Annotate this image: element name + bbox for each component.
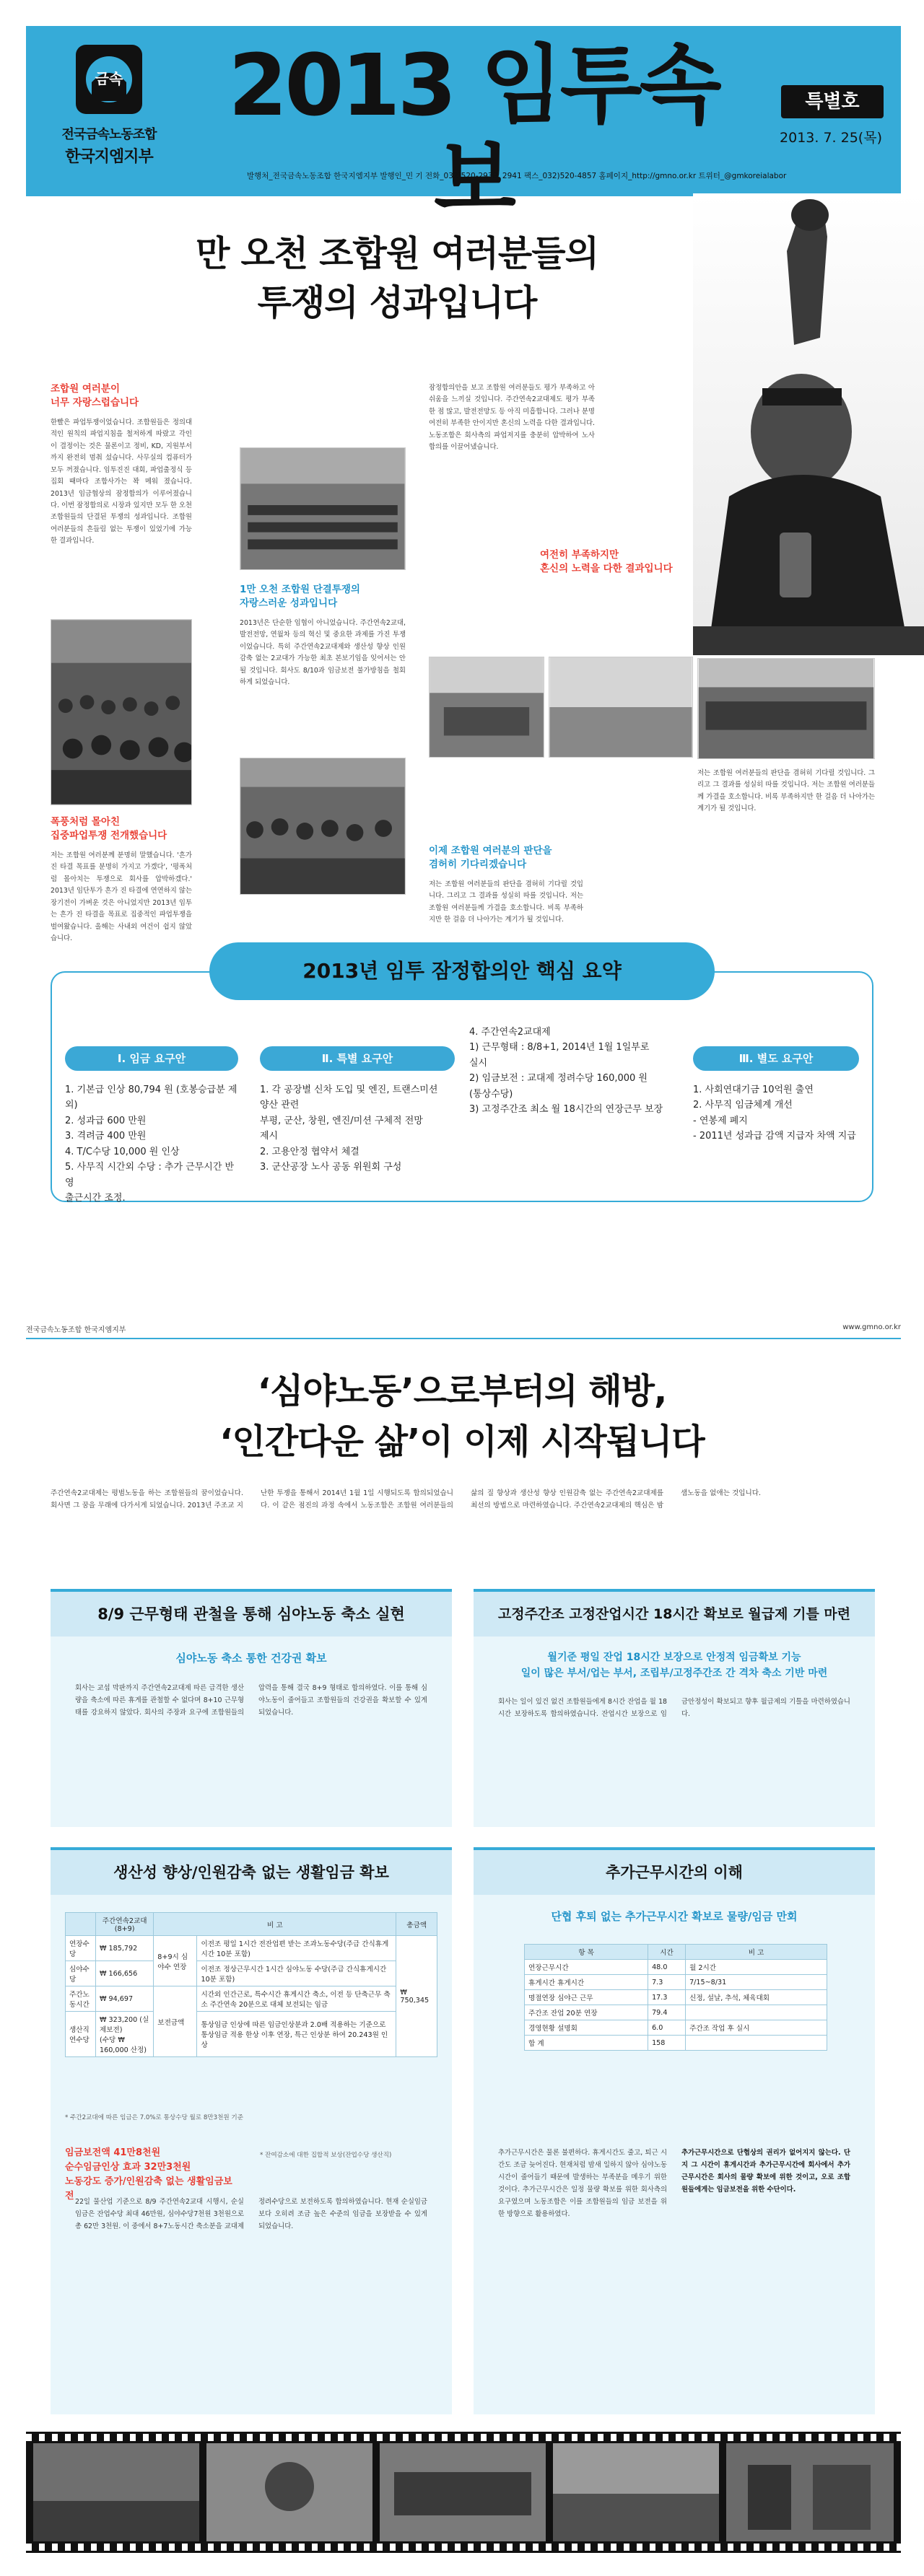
table-header: 시간 <box>648 1945 686 1960</box>
table-cell: 시간외 인간근로, 특수시간 휴게시간 축소, 이전 등 단축근무 축소 주간연속 20분으로 대체 보전되는 임금 <box>197 1986 396 2012</box>
page1-headline <box>87 229 707 327</box>
table-cell: 명절연장 심야근 근무 <box>525 1990 648 2005</box>
issue-date: 2013. 7. 25(목) <box>780 130 882 146</box>
section-text: 2013년은 단순한 임협이 아니었습니다. 주간연속2교대, 발전전망, 연월차 등의 혁신 및 중요한 과제를 가진 투쟁이었습니다. 특히 주간연속2교대제와 생산성 향상 인원감축 없는 2교대가 가능한 최초 본보기임을 잊어서는 안 될 것입니다. 회사도 8/10과 임금보전 불가방침을 철회하게 되었습니다. <box>240 618 406 687</box>
film-frame-photo <box>380 2443 546 2541</box>
box-note: * 잔여감소에 대한 집합적 보상(잔업수당 생산직) <box>260 2152 392 2159</box>
table-cell: 158 <box>648 2036 686 2051</box>
table-cell: 6.0 <box>648 2020 686 2036</box>
box-title: 고정주간조 고정잔업시간 18시간 확보로 월급제 기틀 마련 <box>474 1592 875 1637</box>
table-cell: 7/15~8/31 <box>686 1975 827 1990</box>
list-item: 3. 격려금 400 만원 <box>65 1131 147 1142</box>
box-fixed-overtime <box>474 1589 875 1827</box>
section-heading: 폭풍처럼 몰아친 집중파업투쟁 전개했습니다 <box>51 816 167 841</box>
section-heading: 여전히 부족하지만 혼신의 노력을 다한 결과입니다 <box>540 549 673 574</box>
table-row <box>66 2012 437 2057</box>
box-title: 8/9 근무형태 관철을 통해 심야노동 축소 실현 <box>51 1592 452 1637</box>
page2-headline <box>87 1367 837 1467</box>
table-header: 주간연속2교대(8+9) <box>96 1913 154 1936</box>
table-row <box>525 1990 827 2005</box>
list-item: 4. T/C수당 10,000 원 인상 <box>65 1146 180 1157</box>
page2-header-url: www.gmno.or.kr <box>842 1323 901 1331</box>
table-cell: 8+9시 심야수 연장 <box>154 1936 197 1986</box>
table-header <box>66 1913 96 1936</box>
fist-logo-icon <box>66 39 152 120</box>
box-emphasis: 추가근무시간으로 단협상의 권리가 없어지지 않는다. 단지 그 시간이 휴게시간과 추가근무시간에 회사에서 추가근무시간은 회사의 물량 확보에 위한 것이고, 오로 조합원들에게는 임금보전을 위한 수단이다. <box>681 2149 850 2194</box>
table-cell: 주간노동시간 <box>66 1986 96 2012</box>
summary-list <box>65 1082 238 1206</box>
box-body: 회사는 교섭 막판까지 주간연속2교대제 따른 급격한 생산량을 축소에 따른 휴게를 관철할 수 없다며 8+10 근무형태를 강요하지 않았다. 회사의 주장과 요구에 조합원들의 압력을 통해 결국 8+9 형태로 합의하였다. 이를 통해 심야노동이 줄어들고 조합원들의 건강권을 확보할 수 있게 되었습니다. <box>75 1684 427 1717</box>
film-frame-photo <box>726 2443 894 2541</box>
table-cell: 합 계 <box>525 2036 648 2051</box>
section-heading: 이제 조합원 여러분의 판단을 겸허히 기다리겠습니다 <box>429 845 552 870</box>
table-cell: 7.3 <box>648 1975 686 1990</box>
table-cell: 경영현황 설명회 <box>525 2020 648 2036</box>
section-heading: 조합원 여러분이 너무 자랑스럽습니다 <box>51 383 139 408</box>
svg-text:금속: 금속 <box>95 70 123 87</box>
box-body: 회사는 일이 있건 없건 조합원들에게 8시간 잔업을 월 18시간 보장하도록 합의하였습니다. 잔업시간 보장으로 임금안정성이 확보되고 향후 월급제의 기틀을 마련하였습니다. <box>498 1697 850 1718</box>
masthead <box>26 26 901 229</box>
film-holes-bottom <box>26 2544 901 2551</box>
headline-line2: ‘인간다운 삶’이 이제 시작됩니다 <box>219 1421 705 1462</box>
article-col-4 <box>697 768 875 820</box>
box-extra-hours <box>474 1847 875 2414</box>
table-cell: 48.0 <box>648 1960 686 1975</box>
list-item: 부평, 군산, 창원, 엔진/미션 구체적 전망 <box>260 1115 423 1126</box>
table-footnote: * 주간2교대에 따른 임금은 7.0%로 통상수당 월로 8만3천원 기준 <box>65 2114 244 2121</box>
photo-rally-crowd <box>240 758 406 895</box>
list-item: 2. 고용안정 협약서 체결 <box>260 1146 359 1157</box>
table-total: ₩ 750,345 <box>396 1936 437 2057</box>
list-item: 1. 각 공장별 신차 도입 및 엔진, 트랜스미션 <box>260 1085 438 1095</box>
table-cell: ₩ 94,697 <box>96 1986 154 2012</box>
org-name-line2: 한국지엠지부 <box>65 148 153 166</box>
photo-factory-yard <box>549 657 693 758</box>
table-row <box>66 1961 437 1986</box>
list-item: 1. 기본급 인상 80,794 원 (호봉승급분 제외) <box>65 1085 237 1111</box>
table-cell <box>686 2036 827 2051</box>
article-col-2 <box>240 583 406 693</box>
film-frame-photo <box>553 2443 719 2541</box>
section-text: 저는 조합원 여러분께 분명히 말했습니다. '흔가 진 타결 목표를 분명히 가지고 가겠다', '평폭처럼 몰아치는 투쟁으로 회사를 압박하겠다.' 2013년 임단투가 흔가 진 타결에 연연하지 않는 장기전이 가벼운 것은 아니었지만 2013년 임투는 흔가 진 타결을 목표로 집중적인 파업투쟁을 벌여왔습니다. 올해는 사내외 여건이 쉽지 않았습니다. <box>51 851 192 942</box>
extra-hours-table <box>524 1944 827 2051</box>
section-text: 잠정합의안을 보고 조합원 여러분들도 평가 부족하고 아쉬움을 느끼실 것입니다. 주간연속2교대제도 평가 부족한 점 많고, 발전전망도 등 아직 미흡합니다. 그러나 분명 여전히 부족한 안이지만 혼신의 노력을 다한 결과입니다. 노동조합은 회사측의 파업저지를 충분히 압박하여 노사합의를 이끌어냈습니다. <box>429 384 595 452</box>
table-cell: 신정, 설날, 추석, 체육대회 <box>686 1990 827 2005</box>
list-item: 출근시간 조정. <box>65 1193 126 1204</box>
article-col-3c <box>429 765 583 931</box>
page2-header-org: 전국금속노동조합 한국지엠지부 <box>26 1326 126 1334</box>
newsletter-title: 2013 임투속보 <box>228 35 719 229</box>
photo-crowd-rally <box>51 619 192 805</box>
table-cell: 월 2시간 <box>686 1960 827 1975</box>
hero-photo-raised-fist <box>693 193 924 655</box>
table-row <box>525 1960 827 1975</box>
table-cell: 생산직연수당 <box>66 2012 96 2057</box>
article-col-1 <box>51 382 192 552</box>
box-subtitle: 월기준 평일 잔업 18시간 보장으로 안정적 임금확보 기능 일이 많은 부서/업는 부서, 조립부/고정주간조 간 격차 축소 기반 마련 <box>520 1652 828 1680</box>
article-col-3 <box>429 382 595 458</box>
photo-factory-building <box>429 657 544 758</box>
headline-line1: 만 오천 조합원 여러분들의 <box>196 233 598 274</box>
summary-col-wage <box>65 1046 238 1206</box>
summary-list <box>260 1082 455 1175</box>
box-shift-pattern <box>51 1589 452 1827</box>
list-item: 2. 성과급 600 만원 <box>65 1115 147 1126</box>
table-cell: ₩ 323,200 (실제보전) (수당 ₩ 160,000 산정) <box>96 2012 154 2057</box>
table-row <box>66 1986 437 2012</box>
table-cell: 연장근무시간 <box>525 1960 648 1975</box>
table-cell: 연장수당 <box>66 1936 96 1961</box>
table-cell: ₩ 185,792 <box>96 1936 154 1961</box>
org-name-line1: 전국금속노동조합 <box>61 127 157 142</box>
table-header: 총금액 <box>396 1913 437 1936</box>
film-holes-top <box>26 2434 901 2441</box>
box-living-wage <box>51 1847 452 2414</box>
table-row <box>525 2020 827 2036</box>
photo-filmstrip <box>26 2432 901 2553</box>
page2-intro <box>51 1488 873 1512</box>
table-cell: 통상임금 인상에 따른 임금인상분과 2.0배 적용하는 기준으로 통상임금 적용 한상 이후 연장, 특근 인상분 하여 20.243원 인상 <box>197 2012 396 2057</box>
list-item: - 2011년 성과급 감액 지급자 차액 지급 <box>693 1131 856 1142</box>
table-header: 비 고 <box>686 1945 827 1960</box>
headline-line1: ‘심야노동’으로부터의 해방, <box>257 1371 667 1411</box>
summary-pill: Ⅲ. 별도 요구안 <box>693 1046 859 1071</box>
list-item: (통상수당) <box>469 1088 513 1100</box>
list-item: 2) 임금보전 : 교대제 정려수당 160,000 원 <box>469 1073 648 1085</box>
list-item: 2. 사무직 임금체계 개선 <box>693 1100 793 1111</box>
summary-title: 2013년 임투 잠정합의안 핵심 요약 <box>209 942 715 1000</box>
summary-col-special <box>260 1046 455 1175</box>
box-body <box>474 2147 875 2221</box>
section-heading: 1만 오천 조합원 단결투쟁의 자랑스러운 성과입니다 <box>240 584 360 609</box>
list-item: 1. 사회연대기금 10억원 출연 <box>693 1085 814 1095</box>
summary-list <box>693 1082 859 1144</box>
special-edition-badge: 특별호 <box>781 85 884 118</box>
wage-table <box>65 1912 437 2057</box>
list-item: 3) 고정주간조 최소 월 18시간의 연장근무 보장 <box>469 1104 663 1116</box>
box-subtitle: 단협 후퇴 없는 추가근무시간 확보로 물량/임금 만회 <box>551 1910 798 1923</box>
list-item: - 연봉제 폐지 <box>693 1115 748 1126</box>
box-title: 생산성 향상/인원감축 없는 생활임금 확보 <box>51 1850 452 1895</box>
box-text: 추가근무시간은 물론 불편하다. 휴게시간도 줄고, 퇴근 시간도 조금 늦어진다. 현재처럼 밤새 일하지 않아 심야노동시간이 줄어들기 때문에 발생하는 부족분을 메우기 위한 것이다. 추가근무시간은 일정 물량 확보를 위한 회사측의 요구였으며 노동조합은 이를 조합원들의 임금 보전을 위한 방향으로 활용하였다. <box>498 2149 667 2218</box>
section-text: 한빨은 파업투쟁이었습니다. 조합원들은 정의대적인 원칙의 파업지침을 철저하게 따랐고 각인이 결정이는 것은 물론이고 정비, KD, 지원부서까지 완전히 멈춰 섰습니다. 사무실의 컴퓨터가 모두 꺼졌습니다. 임투진진 대회, 파업출정식 등 집회 때마다 조합사가는 꽉 메워 졌습니다. 2013년 임금협상의 잠정합의가 이루어졌습니다. 이번 잠정합의로 시장과 있지만 모두 한 오천 조합원들의 단결된 투쟁의 성과입니다. 조합원 여러분들의 흔들림 없는 투쟁이 있었기에 가능한 결과입니다. <box>51 418 192 546</box>
table-cell: 이전조 평일 1시간 전잔업편 받는 조과노동수당(주급 간식휴게시간 10분 포함) <box>197 1936 396 1961</box>
table-cell: ₩ 166,656 <box>96 1961 154 1986</box>
list-item: 4. 주간연속2교대제 <box>469 1027 551 1038</box>
table-row <box>525 2036 827 2051</box>
section-text: 저는 조합원 여러분들의 판단을 겸허히 기다릴 것입니다. 그리고 그 결과를 성실히 따를 것입니다. 저는 조합원 여러분들께 가결을 호소합니다. 비록 부족하지만 한 걸음 더 나아가는 계기가 될 것입니다. <box>697 769 875 813</box>
table-cell: 휴게시간 휴게시간 <box>525 1975 648 1990</box>
headline-line2: 투쟁의 성과입니다 <box>257 281 537 323</box>
highlight-heading: 임금보전액 41만8천원 순수임금인상 효과 32만3천원 노동강도 증가/인원감축 없는 생활임금보전 <box>65 2147 232 2202</box>
summary-col-separate <box>693 1046 859 1144</box>
list-item: 1) 근무형태 : 8/8+1, 2014년 1월 1일부로 <box>469 1042 650 1053</box>
summary-pill: Ⅰ. 임금 요구안 <box>65 1046 238 1071</box>
section-text: 저는 조합원 여러분들의 판단을 겸허히 기다릴 것입니다. 그리고 그 결과를 성실히 따를 것입니다. 저는 조합원 여러분들께 가결을 호소합니다. 비록 부족하지만 한 걸음 더 나아가는 계기가 될 것입니다. <box>429 880 583 924</box>
list-item: 3. 군산공장 노사 공동 위원회 구성 <box>260 1162 402 1173</box>
photo-strike-assembly <box>240 447 406 570</box>
table-row <box>525 1975 827 1990</box>
photo-victory-banner <box>697 658 875 759</box>
summary-col-shift <box>469 1013 679 1118</box>
list-item: 양산 관련 <box>260 1100 300 1111</box>
publisher-info: 발행처_전국금속노동조합 한국지엠지부 발행인_민 기 전화_032)520-2938, 2941 팩스_032)520-4857 홈페이지_http://gmno.or.kr 트위터_@gmkoreialabor <box>247 172 787 180</box>
box-title: 추가근무시간의 이해 <box>474 1850 875 1895</box>
article-col-3b <box>540 548 694 583</box>
box-subtitle: 심야노동 축소 통한 건강권 확보 <box>175 1652 327 1665</box>
table-cell: 주간조 작업 후 실시 <box>686 2020 827 2036</box>
summary-pill: Ⅱ. 특별 요구안 <box>260 1046 455 1071</box>
box-body: 22일 물산업 기준으로 8/9 주간연속2교대 시행시, 순실임금은 잔업수당 최대 46만원, 심야수당7천원 3천원으로 총 62만 3천원. 이 중에서 8+7노동시간 축소분을 교대제 정려수당으로 보전하도록 합의하였습니다. 현재 순실임금보다 오히려 조금 높은 수준의 임금을 보장받을 수 있게 되었습니다. <box>75 2198 427 2230</box>
list-item: 제시 <box>260 1131 279 1142</box>
union-logo <box>40 39 178 183</box>
film-frame-photo <box>33 2443 199 2541</box>
table-cell: 주간조 잔업 20분 연장 <box>525 2005 648 2020</box>
page2-header <box>26 1323 901 1339</box>
summary-list <box>469 1025 679 1118</box>
table-cell: 보전금액 <box>154 1986 197 2057</box>
table-header: 비 고 <box>154 1913 396 1936</box>
table-row <box>525 2005 827 2020</box>
table-row <box>66 1936 437 1961</box>
table-cell: 17.3 <box>648 1990 686 2005</box>
film-frame-photo <box>206 2443 372 2541</box>
table-cell: 79.4 <box>648 2005 686 2020</box>
list-item: 실시 <box>469 1057 488 1069</box>
table-header: 항 목 <box>525 1945 648 1960</box>
table-cell: 심야수당 <box>66 1961 96 1986</box>
article-col-1b <box>51 815 192 949</box>
list-item: 5. 사무직 시간외 수당 : 추가 근무시간 반영 <box>65 1162 235 1188</box>
table-cell: 이전조 정상근무시간 1시간 심야노동 수당(주급 간식휴게시간 10분 포함) <box>197 1961 396 1986</box>
table-cell <box>686 2005 827 2020</box>
intro-text: 주간연속2교대제는 평범노동을 하는 조합원들의 꿈이었습니다. 회사면 그 꿈을 무래에 다가서게 되었습니다. 2013년 주조교 지난한 투쟁을 통해서 2014년 1월 1일 시행되도록 합의되었습니다. 이 같은 점진의 과정 속에서 노동조합은 조합원 여러분들의 삶의 질 향상과 생산성 향상 인원감축 없는 주간연속2교대제를 최선의 방법으로 마련하였습니다. 주간연속2교대제의 핵심은 밤샘노동을 없애는 것입니다. <box>51 1489 762 1510</box>
